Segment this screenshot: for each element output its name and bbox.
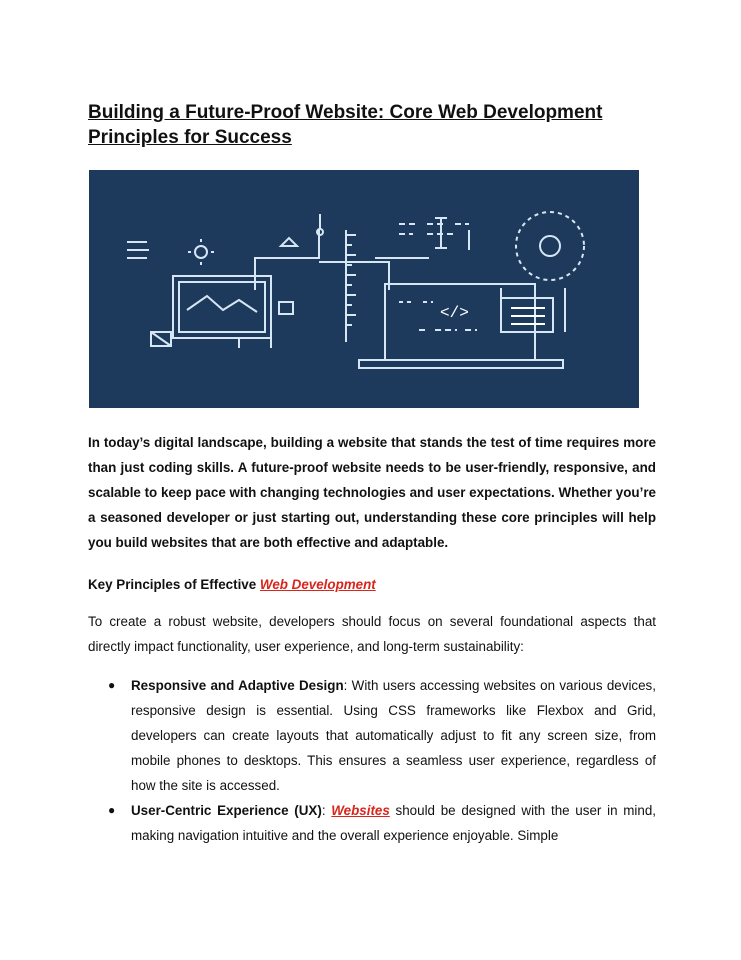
principle-text: : With users accessing websites on various devices, responsive design is essential. Using CSS frameworks like Flexbox and Grid, developers can create layouts that automatically adjust to fit any screen size, from mobile phones to desktops. This ensures a seamless user experience, regardless of how the site is accessed.: [131, 678, 656, 793]
code-glyph: </>: [440, 304, 469, 322]
principle-text: should be designed with the user in mind, making navigation intuitive and the overall experience enjoyable. Simple: [131, 803, 656, 843]
websites-link[interactable]: Websites: [331, 803, 390, 818]
section-heading: [88, 575, 656, 595]
web-development-link[interactable]: Web Development: [259, 577, 376, 592]
principle-label: Responsive and Adaptive Design: [131, 678, 344, 693]
hero-illustration: [89, 170, 639, 408]
principle-label: User-Centric Experience (UX): [131, 803, 322, 818]
section-heading-text: Key Principles of Effective: [88, 577, 257, 592]
page-title: Building a Future-Proof Website: Core Web Development Principles for Success: [88, 102, 603, 148]
list-item: [88, 798, 656, 848]
document-page: [88, 100, 656, 848]
body-paragraph: To create a robust website, developers should focus on several foundational aspects that directly impact functionality, user experience, and long-term sustainability:: [88, 614, 656, 654]
bullet-icon: ●: [108, 803, 116, 817]
intro-paragraph: In today’s digital landscape, building a website that stands the test of time requires more than just coding skills. A future-proof website needs to be user-friendly, responsive, and scalable to keep pace with changing technologies and user expectations. Whether you’re a seasoned developer or just starting out, understanding these core principles will help you build websites that are both effective and adaptable.: [88, 435, 656, 550]
principle-separator: :: [321, 803, 332, 818]
principles-list: [88, 673, 656, 848]
list-item: [88, 673, 656, 798]
bullet-icon: ●: [108, 678, 116, 692]
